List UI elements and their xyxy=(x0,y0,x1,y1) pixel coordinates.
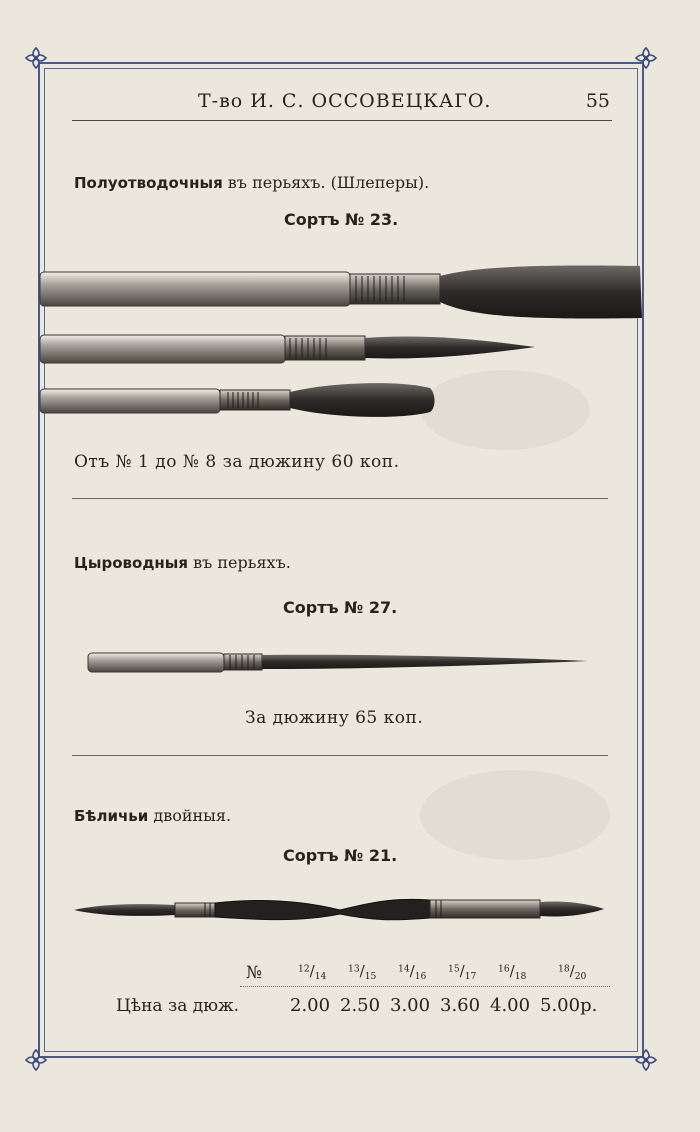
corner-ornament-icon xyxy=(22,1046,50,1074)
price-cell: 3.60 xyxy=(440,995,481,1016)
section-2-sort: Сортъ № 27. xyxy=(283,598,398,617)
price-cell: 5.00р. xyxy=(540,995,598,1016)
price-cell: 3.00 xyxy=(390,995,431,1016)
page-number: 55 xyxy=(585,90,610,112)
section-3-sort: Сортъ № 21. xyxy=(283,846,398,865)
section-1-price: Отъ № 1 до № 8 за дюжину 60 коп. xyxy=(74,452,400,472)
section-1-sort: Сортъ № 23. xyxy=(284,210,399,229)
size-cell: $^{15}/_{17}$ xyxy=(448,962,477,983)
price-cell: 2.00 xyxy=(290,995,331,1016)
number-label: № xyxy=(246,963,263,983)
price-cell: 2.50 xyxy=(340,995,381,1016)
size-cell: $^{18}/_{20}$ xyxy=(558,962,587,983)
size-cell: $^{13}/_{15}$ xyxy=(348,962,377,983)
price-cell: 4.00 xyxy=(490,995,531,1016)
corner-ornament-icon xyxy=(632,1046,660,1074)
size-cell: $^{16}/_{18}$ xyxy=(498,962,527,983)
size-cell: $^{12}/_{14}$ xyxy=(298,962,327,983)
section-3-title-bold: Бѣличьи xyxy=(74,807,149,825)
section-1-title-bold: Полуотводочныя xyxy=(74,174,223,192)
table-rule xyxy=(240,986,610,987)
section-2-price: За дюжину 65 коп. xyxy=(245,708,424,728)
section-2-title-rest: въ перьяхъ. xyxy=(193,553,291,572)
size-cell: $^{14}/_{16}$ xyxy=(398,962,427,983)
section-3-title-rest: двойныя. xyxy=(153,806,232,825)
header-title: Т-во И. С. ОССОВЕЦКАГО. xyxy=(198,90,492,112)
row-label: Цѣна за дюж. xyxy=(116,996,240,1016)
section-2-title-bold: Цыроводныя xyxy=(74,554,188,572)
section-1-title-rest: въ перьяхъ. (Шлеперы). xyxy=(227,173,430,192)
